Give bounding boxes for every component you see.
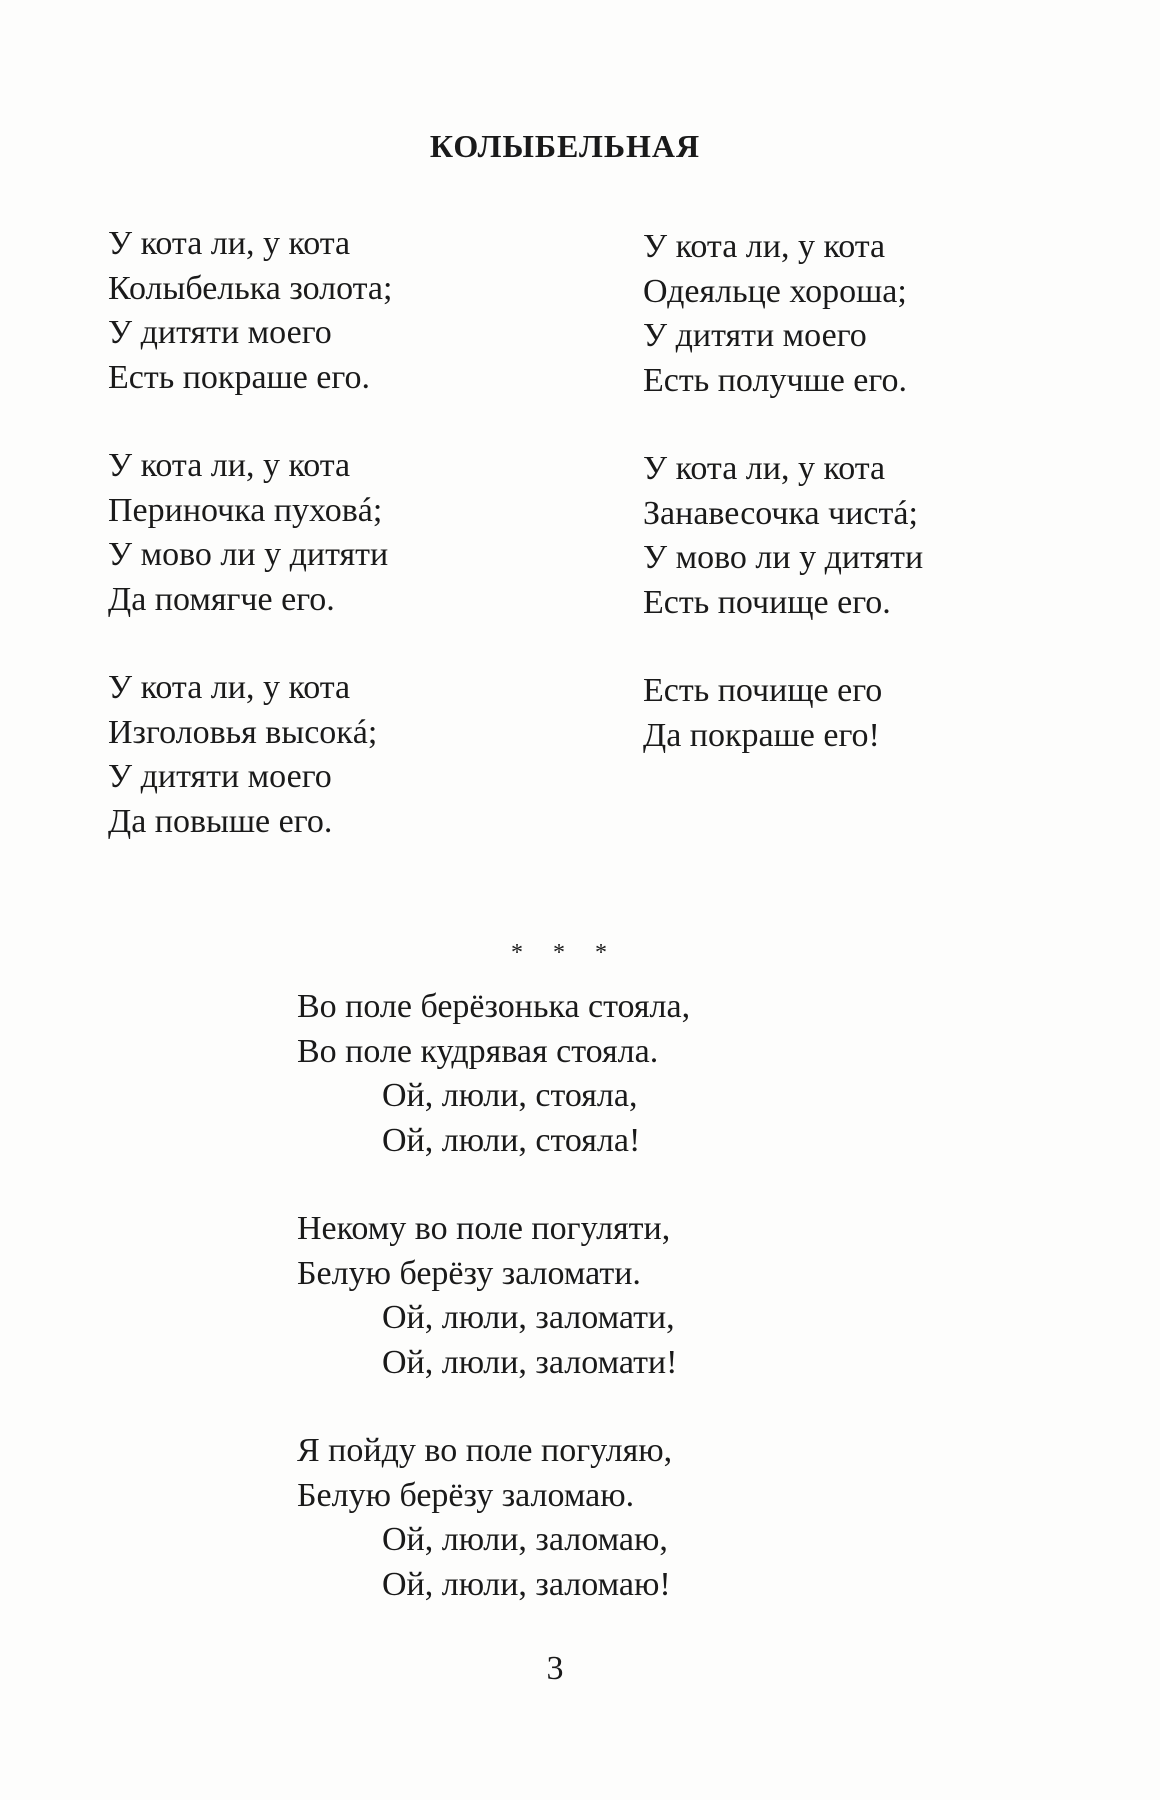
verse-line: Занавесочка чистá; xyxy=(643,494,918,532)
refrain-line: Ой, люли, заломати! xyxy=(382,1343,678,1381)
verse-line: Есть покраше его. xyxy=(108,358,370,396)
verse-line: У мово ли у дитяти xyxy=(643,539,924,576)
verse-line: Есть получше его. xyxy=(643,361,907,399)
verse-line: Да покраше его! xyxy=(643,716,880,754)
verse-line: У дитяти моего xyxy=(108,758,332,795)
song-block xyxy=(297,985,690,1651)
refrain-line: Ой, люли, заломати, xyxy=(382,1299,675,1336)
verse-line: У кота ли, у кота xyxy=(643,228,886,265)
verse-line: У кота ли, у кота xyxy=(643,450,886,487)
stanza xyxy=(297,985,690,1163)
stanza xyxy=(643,225,923,403)
verse-line: Периночка пуховá; xyxy=(108,491,383,529)
verse-line: Да помягче его. xyxy=(108,580,335,618)
stanza xyxy=(643,669,923,758)
verse-line: У кота ли, у кота xyxy=(108,447,351,484)
verse-line: Некому во поле погуляти, xyxy=(297,1210,671,1247)
verse-line: Белую берёзу заломаю. xyxy=(297,1476,635,1514)
page-number: 3 xyxy=(546,1650,564,1687)
verse-line: У кота ли, у кота xyxy=(108,669,351,706)
verse-line: У дитяти моего xyxy=(643,317,867,354)
verse-line: Белую берёзу заломати. xyxy=(297,1254,641,1292)
stanza xyxy=(108,666,392,844)
verse-line: Да повыше его. xyxy=(108,802,333,840)
verse-line: Есть почище его xyxy=(643,672,883,709)
lullaby-left-column xyxy=(108,222,392,888)
verse-line: Я пойду во поле погуляю, xyxy=(297,1432,673,1469)
lullaby-right-column xyxy=(643,225,923,802)
verse-line: Во поле берёзонька стояла, xyxy=(297,988,691,1025)
refrain-line: Ой, люли, заломаю! xyxy=(382,1565,671,1603)
verse-line: Изголовья высокá; xyxy=(108,713,378,751)
verse-line: Во поле кудрявая стояла. xyxy=(297,1032,659,1070)
verse-line: У мово ли у дитяти xyxy=(108,536,389,573)
verse-line: У кота ли, у кота xyxy=(108,225,351,262)
verse-line: Колыбелька золота; xyxy=(108,269,393,307)
refrain-line: Ой, люли, стояла! xyxy=(382,1121,641,1159)
refrain-line: Ой, люли, стояла, xyxy=(382,1077,638,1114)
stanza xyxy=(643,447,923,625)
refrain-line: Ой, люли, заломаю, xyxy=(382,1521,668,1558)
verse-line: Одеяльце хороша; xyxy=(643,272,907,310)
poem-title: КОЛЫБЕЛЬНАЯ xyxy=(429,128,701,164)
stanza xyxy=(297,1207,690,1385)
verse-line: У дитяти моего xyxy=(108,314,332,351)
stanza xyxy=(108,444,392,622)
section-separator: * * * xyxy=(511,940,619,966)
stanza xyxy=(297,1429,690,1607)
verse-line: Есть почище его. xyxy=(643,583,891,621)
stanza xyxy=(108,222,392,400)
